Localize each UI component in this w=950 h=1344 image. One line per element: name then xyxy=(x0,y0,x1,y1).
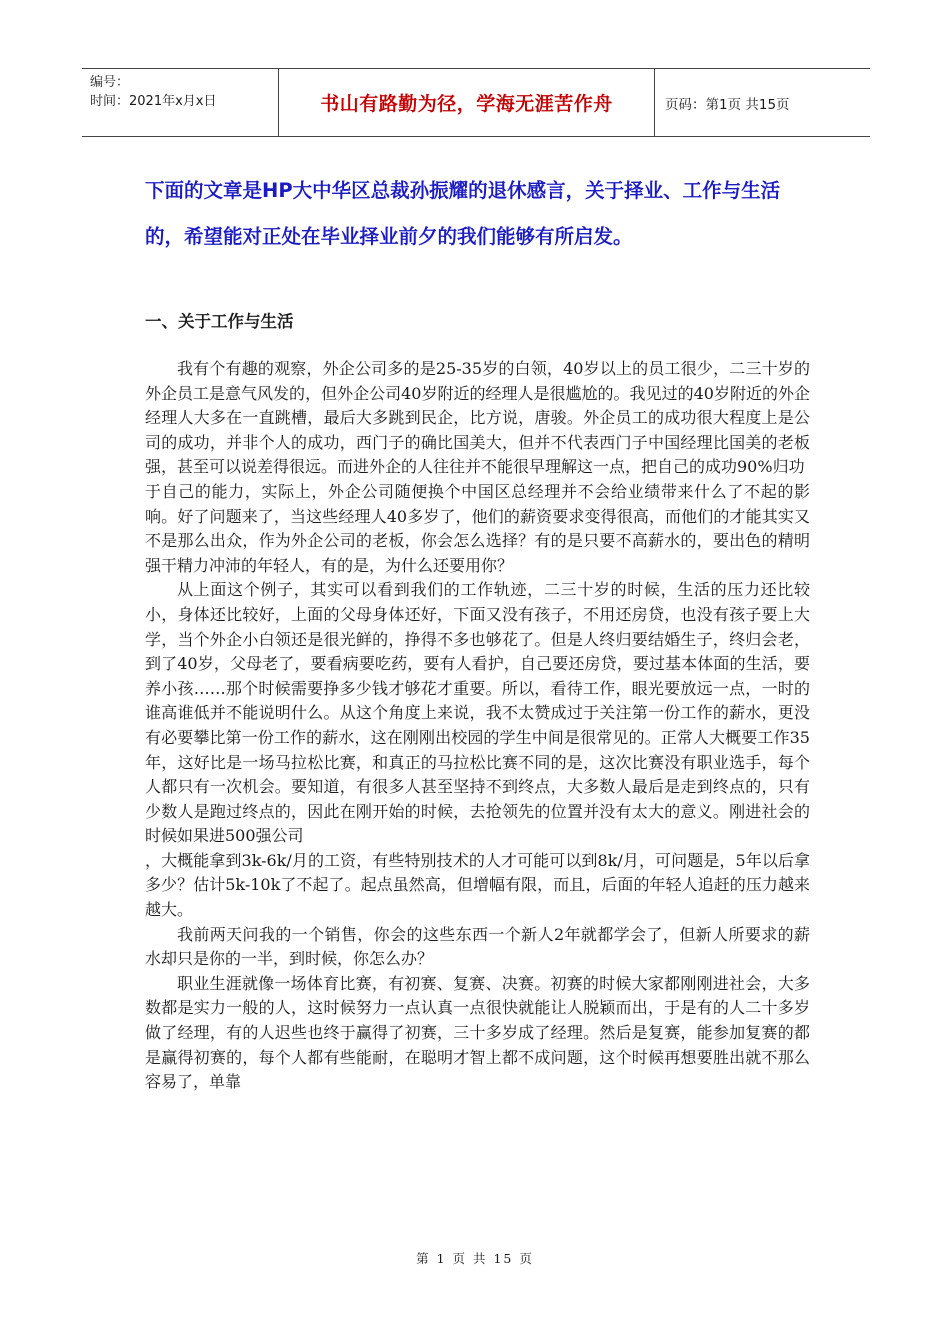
page-footer: 第 1 页 共 15 页 xyxy=(416,1251,534,1266)
document-time-label: 时间：2021年x月x日 xyxy=(90,94,217,109)
body-paragraph: 职业生涯就像一场体育比赛，有初赛、复赛、决赛。初赛的时候大家都刚刚进社会，大多数都是实力一般的人，这时候努力一点认真一点很快就能让人脱颖而出，于是有的人二十多岁做了经理，有的人迟些也终于赢得了初赛，三十多岁成了经理。然后是复赛，能参加复赛的都是赢得初赛的，每个人都有些能耐，在聪明才智上都不成问题，这个时候再想要胜出就不那么容易了，单靠 xyxy=(145,973,810,1092)
header-motto-cell xyxy=(279,69,655,136)
body-paragraph: 我前两天问我的一个销售，你会的这些东西一个新人2年就都学会了，但新人所要求的薪水却只是你的一半，到时候，你怎么办？ xyxy=(145,924,810,969)
body-paragraph: 从上面这个例子，其实可以看到我们的工作轨迹，二三十岁的时候，生活的压力还比较小，身体还比较好，上面的父母身体还好，下面又没有孩子，不用还房贷，也没有孩子要上大学，当个外企小白领还是很光鲜的，挣得不多也够花了。但是人终归要结婚生子，终归会老，到了40岁，父母老了，要看病要吃药，要有人看护，自己要还房贷，要过基本体面的生活，要养小孩……那个时候需要挣多少钱才够花才重要。所以，看待工作，眼光要放远一点，一时的谁高谁低并不能说明什么。从这个角度上来说，我不太赞成过于关注第一份工作的薪水，更没有必要攀比第一份工作的薪水，这在刚刚出校园的学生中间是很常见的。正常人大概要工作35年，这好比是一场马拉松比赛，和真正的马拉松比赛不同的是，这次比赛没有职业选手，每个人都只有一次机会。要知道，有很多人甚至坚持不到终点，大多数人最后是走到终点的，只有少数人是跑过终点的，因此在刚开始的时候，去抢领先的位置并没有太大的意义。刚进社会的时候如果进500强公司 xyxy=(145,580,810,846)
header-page-info: 页码：第1页 共15页 xyxy=(665,96,790,113)
header-meta-cell xyxy=(82,69,279,136)
section-heading: 一、关于工作与生活 xyxy=(145,312,294,331)
article-body xyxy=(145,357,810,1095)
intro-paragraph: 下面的文章是HP大中华区总裁孙振耀的退休感言，关于择业、工作与生活的，希望能对正处在毕业择业前夕的我们能够有所启发。 xyxy=(145,179,781,248)
body-paragraph: 于自己的能力，实际上，外企公司随便换个中国区总经理并不会给业绩带来什么了不起的影响。好了问题来了，当这些经理人40多岁了，他们的薪资要求变得很高，而他们的才能其实又不是那么出众，作为外企公司的老板，你会怎么选择？有的是只要不高薪水的，要出色的精明强干精力冲沛的年轻人，有的是，为什么还要用你？ xyxy=(145,481,810,575)
header-table xyxy=(82,68,870,137)
header-motto: 书山有路勤为径，学海无涯苦作舟 xyxy=(320,93,613,115)
header-page-cell xyxy=(655,69,870,136)
body-paragraph: 我有个有趣的观察，外企公司多的是25-35岁的白领，40岁以上的员工很少，二三十岁的外企员工是意气风发的，但外企公司40岁附近的经理人是很尴尬的。我见过的40岁附近的外企经理人大多在一直跳槽，最后大多跳到民企，比方说，唐骏。外企员工的成功很大程度上是公司的成功，并非个人的成功，西门子的确比国美大，但并不代表西门子中国经理比国美的老板强，甚至可以说差得很远。而进外企的人往往并不能很早理解这一点，把自己的成功90%归功 xyxy=(145,359,810,477)
body-paragraph: ，大概能拿到3k-6k/月的工资，有些特别技术的人才可能可以到8k/月，可问题是，5年以后拿多少？估计5k-10k了不起了。起点虽然高，但增幅有限，而且，后面的年轻人追赶的压力越来越大。 xyxy=(145,850,810,920)
document-number-label: 编号： xyxy=(90,75,130,90)
